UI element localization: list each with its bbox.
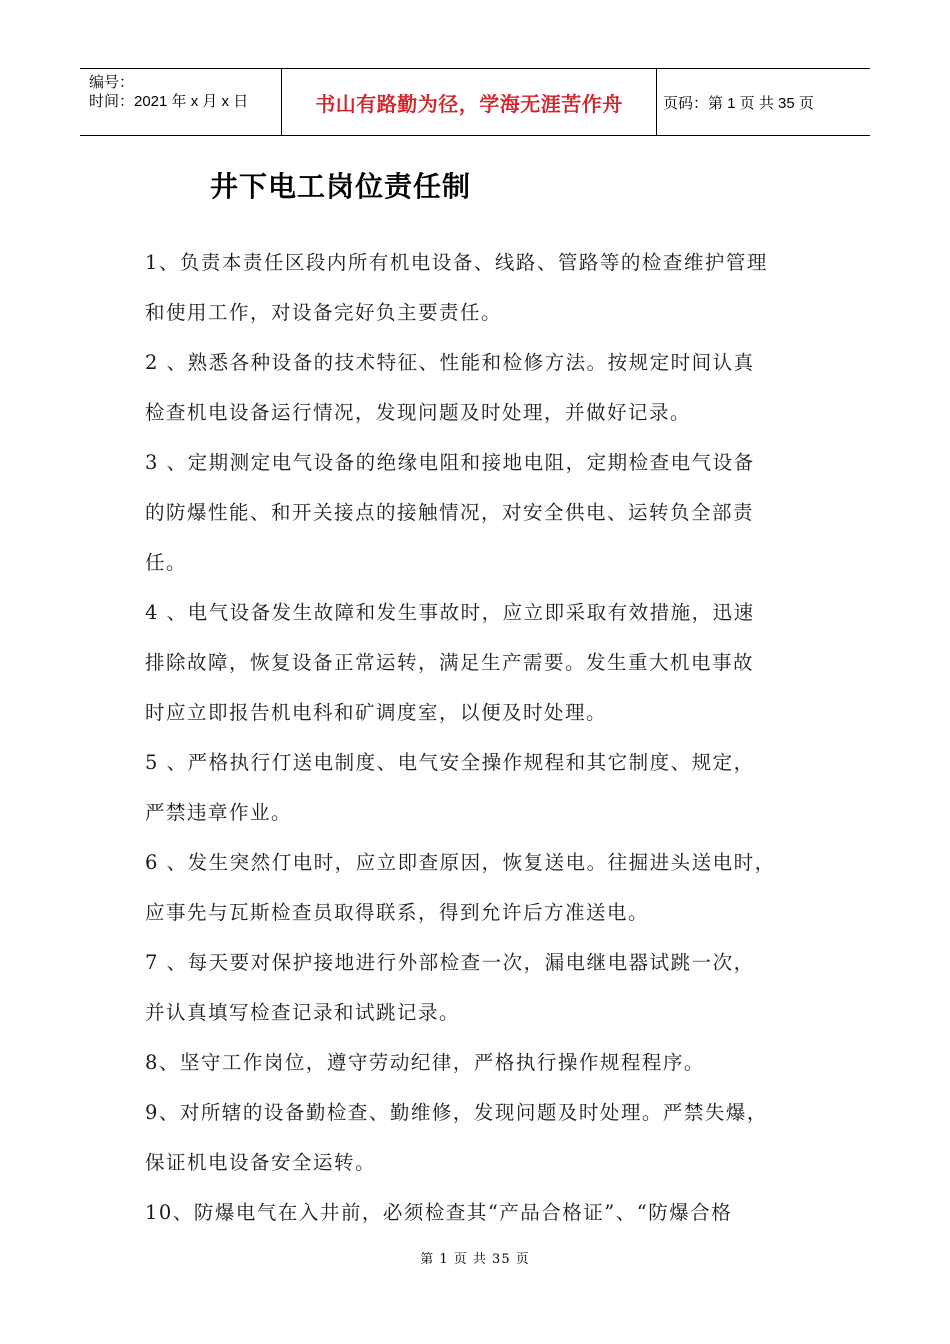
page-info: 页码：第 1 页 共 35 页 bbox=[663, 94, 814, 112]
number-label: 编号： bbox=[89, 74, 135, 91]
body-line: 的防爆性能、和开关接点的接触情况，对安全供电、运转负全部责 bbox=[145, 501, 755, 524]
body-line: 8、坚守工作岗位，遵守劳动纪律，严格执行操作规程程序。 bbox=[145, 1051, 705, 1074]
time-label: 时间：2021 年 x 月 x 日 bbox=[89, 93, 249, 110]
body-line: 9、对所辖的设备勤检查、勤维修，发现问题及时处理。严禁失爆， bbox=[145, 1101, 768, 1124]
body-line: 任。 bbox=[145, 551, 188, 574]
body-line: 并认真填写检查记录和试跳记录。 bbox=[145, 1001, 461, 1024]
body-line: 检查机电设备运行情况，发现问题及时处理，并做好记录。 bbox=[145, 401, 692, 424]
body-line: 时应立即报告机电科和矿调度室，以便及时处理。 bbox=[145, 701, 608, 724]
body-line: 2 、熟悉各种设备的技术特征、性能和检修方法。按规定时间认真 bbox=[145, 351, 755, 374]
document-title: 井下电工岗位责任制 bbox=[210, 170, 472, 203]
body-line: 排除故障，恢复设备正常运转，满足生产需要。发生重大机电事故 bbox=[145, 651, 755, 674]
motto: 书山有路勤为径，学海无涯苦作舟 bbox=[315, 91, 623, 116]
body-line: 6 、发生突然仃电时，应立即查原因，恢复送电。往掘进头送电时， bbox=[145, 851, 776, 874]
document-body bbox=[145, 238, 825, 1238]
header-page-info-cell bbox=[657, 69, 870, 135]
body-line: 3 、定期测定电气设备的绝缘电阻和接地电阻，定期检查电气设备 bbox=[145, 451, 755, 474]
header-meta bbox=[80, 69, 282, 135]
body-line: 4 、电气设备发生故障和发生事故时，应立即采取有效措施，迅速 bbox=[145, 601, 755, 624]
body-line: 10、防爆电气在入井前，必须检查其“产品合格证”、“防爆合格 bbox=[145, 1201, 733, 1224]
page-footer: 第 1 页 共 35 页 bbox=[420, 1252, 530, 1267]
document-header bbox=[80, 68, 870, 136]
header-motto-cell bbox=[282, 69, 657, 135]
body-line: 1、负责本责任区段内所有机电设备、线路、管路等的检查维护管理 bbox=[145, 251, 768, 274]
body-line: 7 、每天要对保护接地进行外部检查一次，漏电继电器试跳一次， bbox=[145, 951, 755, 974]
body-line: 5 、严格执行仃送电制度、电气安全操作规程和其它制度、规定， bbox=[145, 751, 755, 774]
body-line: 应事先与瓦斯检查员取得联系，得到允许后方准送电。 bbox=[145, 901, 650, 924]
body-line: 保证机电设备安全运转。 bbox=[145, 1151, 377, 1174]
body-line: 和使用工作，对设备完好负主要责任。 bbox=[145, 301, 503, 324]
body-line: 严禁违章作业。 bbox=[145, 801, 293, 824]
